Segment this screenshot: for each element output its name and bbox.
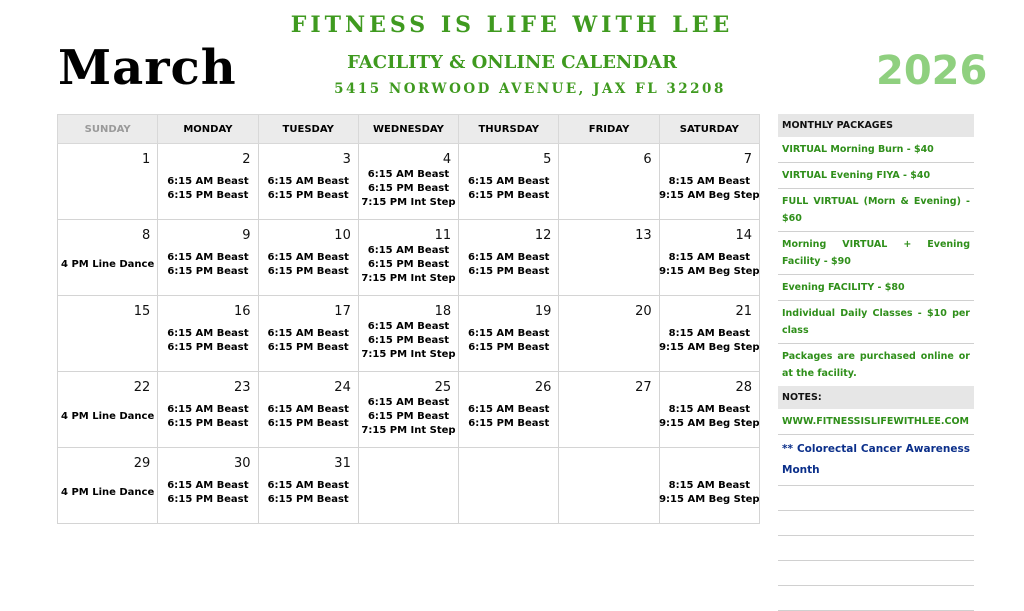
week-row (58, 448, 760, 524)
day-events (660, 296, 759, 371)
class-event: 6:15 PM Beast (468, 341, 550, 353)
year-title: 2026 (876, 48, 988, 94)
day-events (459, 220, 558, 295)
package-item: FULL VIRTUAL (Morn & Evening) - $60 (778, 189, 974, 232)
class-event: 6:15 PM Beast (367, 410, 449, 422)
day-events (58, 296, 157, 371)
day-cell (58, 220, 158, 296)
note-line (778, 561, 974, 586)
day-events (259, 372, 358, 447)
class-event: 4 PM Line Dance (61, 410, 155, 422)
day-events (58, 144, 157, 219)
day-number: 26 (534, 380, 552, 395)
class-event: 6:15 AM Beast (367, 244, 450, 256)
class-event: 6:15 PM Beast (267, 341, 349, 353)
day-cell (459, 372, 559, 448)
class-event: 6:15 AM Beast (468, 251, 550, 263)
class-event: 6:15 AM Beast (367, 168, 450, 180)
sidebar (778, 114, 974, 611)
week-row (58, 296, 760, 372)
day-events (158, 144, 257, 219)
day-number: 30 (234, 456, 251, 471)
day-events (58, 220, 157, 295)
day-number: 3 (342, 152, 351, 167)
class-event: 6:15 PM Beast (167, 265, 249, 277)
day-cell (358, 144, 458, 220)
day-number: 23 (234, 380, 251, 395)
day-number: 4 (442, 152, 452, 167)
packages-heading: MONTHLY PACKAGES (778, 114, 974, 137)
class-event: 9:15 AM Beg Step (659, 341, 760, 353)
day-number: 8 (142, 228, 151, 243)
day-events (660, 448, 759, 523)
day-cell (158, 372, 258, 448)
day-events (58, 372, 157, 447)
day-cell (559, 296, 659, 372)
day-events (359, 220, 458, 295)
day-number: 1 (142, 152, 151, 167)
day-cell (358, 448, 458, 524)
class-event: 6:15 PM Beast (167, 417, 249, 429)
day-events (158, 296, 257, 371)
day-cell (58, 296, 158, 372)
class-event: 6:15 PM Beast (367, 182, 449, 194)
class-event: 6:15 AM Beast (167, 251, 249, 263)
class-event: 6:15 AM Beast (267, 479, 349, 491)
package-item: Morning VIRTUAL + Evening Facility - $90 (778, 232, 974, 275)
day-cell (559, 448, 659, 524)
day-number: 20 (635, 304, 652, 319)
weekday-wednesday: WEDNESDAY (358, 115, 458, 144)
day-events (559, 296, 658, 371)
weekday-saturday: SATURDAY (659, 115, 759, 144)
day-events (359, 448, 458, 523)
notes-heading: NOTES: (778, 386, 974, 409)
day-events (660, 220, 759, 295)
day-number: 22 (133, 380, 151, 395)
day-cell (559, 220, 659, 296)
class-event: 8:15 AM Beast (668, 251, 751, 263)
class-event: 4 PM Line Dance (61, 486, 155, 498)
day-number: 12 (534, 228, 552, 243)
day-number: 28 (735, 380, 752, 395)
class-event: 6:15 PM Beast (468, 417, 550, 429)
day-number: 9 (242, 228, 251, 243)
weekday-header-row (58, 115, 760, 144)
class-event: 9:15 AM Beg Step (659, 265, 760, 277)
day-number: 16 (234, 304, 251, 319)
day-cell (659, 220, 759, 296)
class-event: 6:15 AM Beast (267, 327, 349, 339)
calendar-subtitle: FACILITY & ONLINE CALENDAR (347, 52, 677, 73)
class-event: 6:15 PM Beast (468, 265, 550, 277)
day-events (459, 296, 558, 371)
day-cell (258, 296, 358, 372)
day-number: 18 (434, 304, 452, 319)
note-line (778, 486, 974, 511)
class-event: 6:15 AM Beast (167, 403, 249, 415)
day-cell (158, 296, 258, 372)
class-event: 6:15 AM Beast (167, 327, 249, 339)
class-event: 6:15 AM Beast (468, 327, 550, 339)
class-event: 8:15 AM Beast (668, 479, 751, 491)
class-event: 6:15 PM Beast (367, 334, 449, 346)
day-number: 14 (735, 228, 752, 243)
class-event: 6:15 PM Beast (367, 258, 449, 270)
class-event: 8:15 AM Beast (668, 327, 751, 339)
class-event: 6:15 AM Beast (167, 479, 249, 491)
class-event: 6:15 PM Beast (167, 493, 249, 505)
day-cell (258, 220, 358, 296)
day-events (158, 372, 257, 447)
day-cell (58, 448, 158, 524)
day-number: 29 (133, 456, 151, 471)
day-cell (459, 296, 559, 372)
day-events (660, 144, 759, 219)
day-cell (459, 144, 559, 220)
month-title: March (58, 40, 237, 96)
package-note: Packages are purchased online or at the facility. (782, 351, 970, 379)
class-event: 4 PM Line Dance (61, 258, 155, 270)
class-event: 6:15 PM Beast (167, 341, 249, 353)
day-cell (358, 296, 458, 372)
day-events (158, 448, 257, 523)
day-cell (659, 144, 759, 220)
class-event: 6:15 AM Beast (267, 175, 349, 187)
class-event: 9:15 AM Beg Step (659, 189, 760, 201)
day-number: 7 (743, 152, 752, 167)
day-events (359, 296, 458, 371)
day-cell (158, 448, 258, 524)
day-cell (158, 220, 258, 296)
day-number: 11 (434, 228, 452, 243)
class-event: 8:15 AM Beast (668, 403, 751, 415)
week-row (58, 144, 760, 220)
day-number: 17 (334, 304, 351, 319)
day-events (58, 448, 157, 523)
day-number: 15 (133, 304, 151, 319)
package-item: Individual Daily Classes - $10 per class (778, 301, 974, 344)
day-cell (258, 372, 358, 448)
day-cell (659, 372, 759, 448)
class-event: 6:15 AM Beast (267, 251, 349, 263)
class-event: 6:15 AM Beast (468, 175, 550, 187)
weekday-tuesday: TUESDAY (258, 115, 358, 144)
class-event: 6:15 AM Beast (468, 403, 550, 415)
class-event: 6:15 AM Beast (367, 320, 450, 332)
day-cell (358, 220, 458, 296)
class-event: 6:15 AM Beast (167, 175, 249, 187)
week-row (58, 220, 760, 296)
class-event: 6:15 PM Beast (267, 417, 349, 429)
class-event: 7:15 PM Int Step (361, 196, 456, 208)
day-cell (258, 448, 358, 524)
class-event: 7:15 PM Int Step (361, 424, 456, 436)
day-number: 31 (334, 456, 351, 471)
day-events (559, 372, 658, 447)
day-number: 13 (635, 228, 652, 243)
day-events (359, 372, 458, 447)
website-link[interactable]: WWW.FITNESSISLIFEWITHLEE.COM (778, 409, 974, 435)
day-cell (459, 220, 559, 296)
day-events (660, 372, 759, 447)
weekday-thursday: THURSDAY (459, 115, 559, 144)
package-item: VIRTUAL Evening FIYA - $40 (778, 163, 974, 189)
day-number: 6 (643, 152, 652, 167)
day-events (559, 448, 658, 523)
day-number: 21 (735, 304, 752, 319)
calendar-grid (57, 114, 760, 524)
day-events (559, 220, 658, 295)
day-events (459, 372, 558, 447)
class-event: 6:15 PM Beast (267, 189, 349, 201)
class-event: 8:15 AM Beast (668, 175, 751, 187)
day-events (459, 448, 558, 523)
class-event: 6:15 PM Beast (267, 493, 349, 505)
note-line (778, 536, 974, 561)
day-number: 25 (434, 380, 452, 395)
day-events (359, 144, 458, 219)
day-number: 10 (334, 228, 351, 243)
note-line (778, 511, 974, 536)
package-item: VIRTUAL Morning Burn - $40 (778, 137, 974, 163)
week-row (58, 372, 760, 448)
day-events (259, 144, 358, 219)
facility-address: 5415 NORWOOD AVENUE, JAX FL 32208 (334, 81, 726, 97)
class-event: 7:15 PM Int Step (361, 348, 456, 360)
note-line (778, 586, 974, 611)
day-cell (158, 144, 258, 220)
day-number: 27 (635, 380, 652, 395)
class-event: 6:15 PM Beast (267, 265, 349, 277)
day-cell (58, 372, 158, 448)
class-event: 9:15 AM Beg Step (659, 417, 760, 429)
day-events (559, 144, 658, 219)
day-cell (258, 144, 358, 220)
day-cell (358, 372, 458, 448)
day-number: 5 (543, 152, 552, 167)
day-cell (559, 144, 659, 220)
weekday-monday: MONDAY (158, 115, 258, 144)
awareness-note: ** Colorectal Cancer Awareness Month (778, 435, 974, 486)
weekday-sunday: SUNDAY (58, 115, 158, 144)
day-events (459, 144, 558, 219)
class-event: 9:15 AM Beg Step (659, 493, 760, 505)
class-event: 6:15 AM Beast (267, 403, 349, 415)
day-cell (559, 372, 659, 448)
class-event: 6:15 AM Beast (367, 396, 450, 408)
day-number: 19 (534, 304, 552, 319)
day-number: 2 (242, 152, 251, 167)
brand-title: FITNESS IS LIFE WITH LEE (290, 12, 734, 38)
day-cell (659, 296, 759, 372)
day-cell (459, 448, 559, 524)
package-item: Evening FACILITY - $80 (778, 275, 974, 301)
day-events (259, 448, 358, 523)
day-number: 24 (334, 380, 351, 395)
day-cell (58, 144, 158, 220)
class-event: 7:15 PM Int Step (361, 272, 456, 284)
class-event: 6:15 PM Beast (167, 189, 249, 201)
day-cell (659, 448, 759, 524)
day-events (259, 220, 358, 295)
day-events (158, 220, 257, 295)
weekday-friday: FRIDAY (559, 115, 659, 144)
day-events (259, 296, 358, 371)
class-event: 6:15 PM Beast (468, 189, 550, 201)
